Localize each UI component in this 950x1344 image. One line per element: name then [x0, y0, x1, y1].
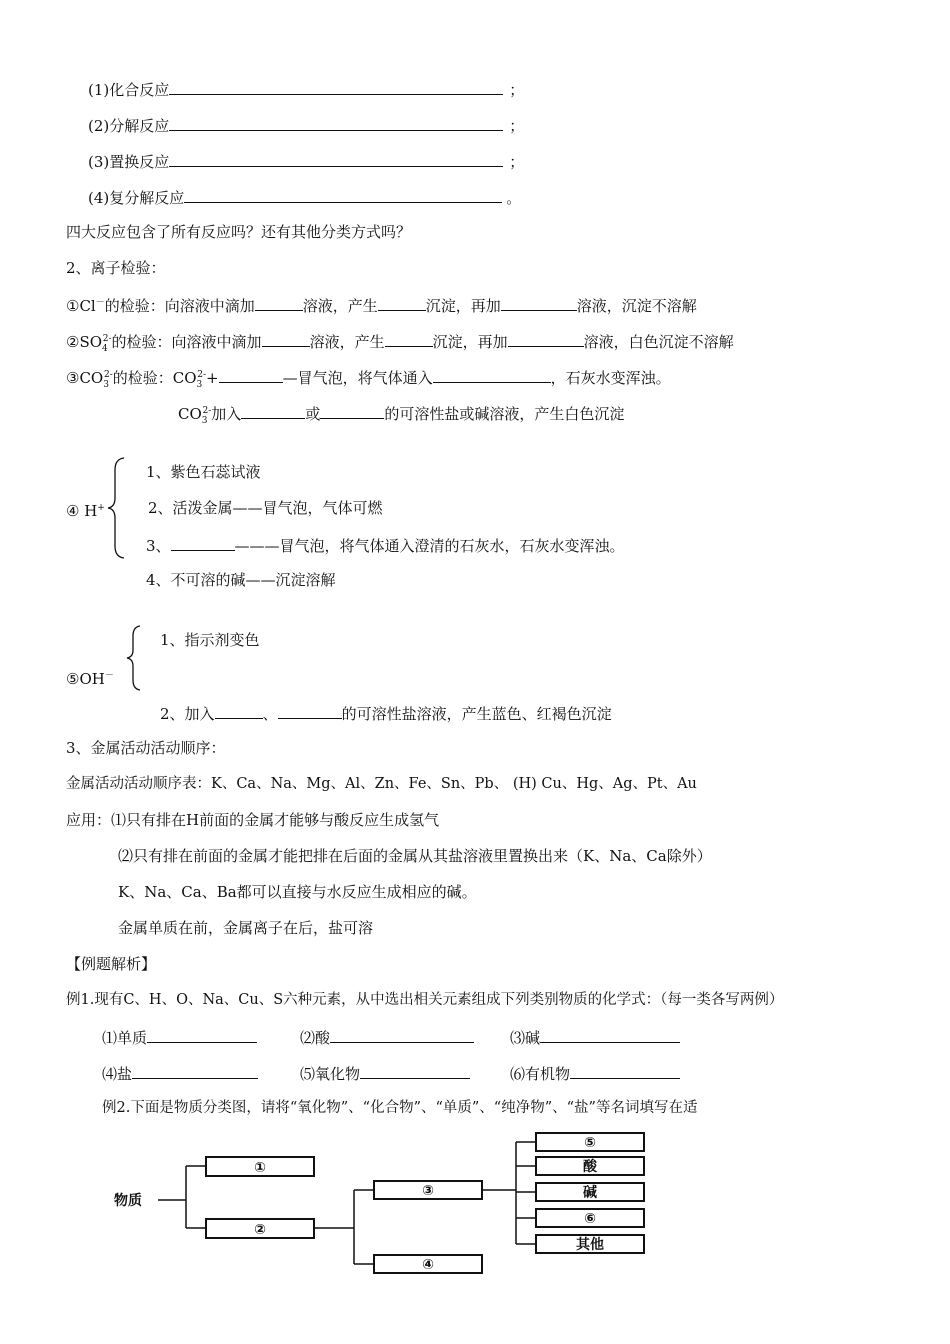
- answer-blank[interactable]: [508, 330, 584, 347]
- metal-heading: 3、金属活动活动顺序：: [66, 739, 226, 757]
- answer-blank[interactable]: [241, 402, 305, 419]
- diagram-label-2: ②: [254, 1222, 266, 1238]
- h-test-item-1: 1、紫色石蕊试液: [146, 463, 261, 481]
- h-test-item-4: 4、不可溶的碱——沉淀溶解: [146, 571, 336, 589]
- formula-field-3: ⑶碱: [510, 1026, 680, 1048]
- h-test-item-3: 3、 ———冒气泡，将气体通入澄清的石灰水，石灰水变浑浊。: [146, 534, 625, 556]
- diagram-label-base: 碱: [583, 1185, 597, 1201]
- formula-field-2: ⑵酸: [300, 1026, 474, 1048]
- reaction-line-2: (2)分解反应 ；: [88, 114, 524, 136]
- answer-blank[interactable]: [132, 1062, 258, 1079]
- oh-test-item-2: 2、加入 、 的可溶性盐溶液，产生蓝色、红褐色沉淀: [160, 702, 612, 724]
- cl-test-line: ①Cl－的检验：向溶液中滴加 溶液，产生 沉淀，再加 溶液，沉淀不溶解: [66, 293, 697, 316]
- h-ion-label: ④ H+: [66, 502, 105, 520]
- answer-blank[interactable]: [184, 186, 502, 203]
- question-line: 四大反应包含了所有反应吗？还有其他分类方式吗？: [66, 223, 412, 241]
- diagram-root-label: 物质: [114, 1193, 142, 1209]
- answer-blank[interactable]: [360, 1062, 470, 1079]
- answer-blank[interactable]: [501, 294, 577, 311]
- answer-blank[interactable]: [215, 702, 263, 719]
- answer-blank[interactable]: [540, 1026, 680, 1043]
- brace-icon: [124, 624, 144, 692]
- formula-field-5: ⑸氧化物: [300, 1062, 470, 1084]
- diagram-label-other: 其他: [576, 1237, 604, 1253]
- reaction-line-3: (3)置换反应 ；: [88, 150, 524, 172]
- diagram-label-3: ③: [422, 1183, 434, 1199]
- example-1-text: 例1.现有C、H、O、Na、Cu、S六种元素，从中选出相关元素组成下列类别物质的化学式：（每一类各写两例）: [66, 992, 784, 1008]
- answer-blank[interactable]: [570, 1062, 680, 1079]
- answer-blank[interactable]: [219, 366, 283, 383]
- ion-heading: 2、离子检验：: [66, 259, 166, 277]
- answer-blank[interactable]: [320, 402, 384, 419]
- diagram-label-acid: 酸: [583, 1159, 597, 1175]
- diagram-label-1: ①: [254, 1160, 266, 1176]
- answer-blank[interactable]: [171, 534, 235, 551]
- oh-ion-label: ⑤OH－: [66, 670, 114, 688]
- answer-blank[interactable]: [169, 114, 503, 131]
- co3-test-line: $③CO_3^{2-}$的检验：$CO_3^{2-}+$ —冒气泡，将气体通入 ，石灰水变浑浊。: [66, 365, 671, 395]
- formula-field-1: ⑴单质: [102, 1026, 257, 1048]
- reaction-line-1: (1)化合反应 ；: [88, 78, 524, 100]
- brace-icon: [104, 456, 128, 560]
- co3-test-line-2: $CO_3^{2-}$加入 或 的可溶性盐或碱溶液，产生白色沉淀: [178, 401, 624, 431]
- answer-blank[interactable]: [255, 294, 303, 311]
- formula-field-4: ⑷盐: [102, 1062, 258, 1084]
- formula-field-6: ⑹有机物: [510, 1062, 680, 1084]
- classification-diagram: [96, 1128, 656, 1278]
- reaction-line-4: (4)复分解反应 。: [88, 186, 521, 208]
- metal-application-2: ⑵只有排在前面的金属才能把排在后面的金属从其盐溶液里置换出来（K、Na、Ca除外）: [118, 847, 712, 865]
- answer-blank[interactable]: [169, 78, 503, 95]
- diagram-label-4: ④: [422, 1257, 434, 1273]
- examples-heading: 【例题解析】: [66, 955, 157, 973]
- answer-blank[interactable]: [330, 1026, 474, 1043]
- h-test-item-2: 2、活泼金属——冒气泡，气体可燃: [148, 499, 383, 517]
- answer-blank[interactable]: [147, 1026, 257, 1043]
- answer-blank[interactable]: [433, 366, 551, 383]
- metal-application-4: 金属单质在前，金属离子在后，盐可溶: [118, 919, 374, 937]
- metal-application-1: 应用：⑴只有排在H前面的金属才能够与酸反应生成氢气: [66, 811, 440, 829]
- metal-application-3: K、Na、Ca、Ba都可以直接与水反应生成相应的碱。: [118, 883, 477, 901]
- metal-activity-table: 金属活动活动顺序表：K、Ca、Na、Mg、Al、Zn、Fe、Sn、Pb、 (H) Cu、Hg、Ag、Pt、Au: [66, 776, 697, 792]
- diagram-label-6: ⑥: [584, 1211, 596, 1227]
- answer-blank[interactable]: [278, 702, 342, 719]
- so4-test-line: $②SO_4^{2-}$的检验：向溶液中滴加 溶液，产生 沉淀，再加 溶液，白色沉淀不溶解: [66, 329, 734, 359]
- example-2-text: 例2.下面是物质分类图，请将“氧化物”、“化合物”、“单质”、“纯净物”、“盐”等名词填写在适: [102, 1100, 698, 1116]
- diagram-label-5: ⑤: [584, 1135, 596, 1151]
- answer-blank[interactable]: [385, 330, 433, 347]
- answer-blank[interactable]: [378, 294, 426, 311]
- oh-test-item-1: 1、指示剂变色: [160, 631, 260, 649]
- answer-blank[interactable]: [262, 330, 310, 347]
- answer-blank[interactable]: [169, 150, 503, 167]
